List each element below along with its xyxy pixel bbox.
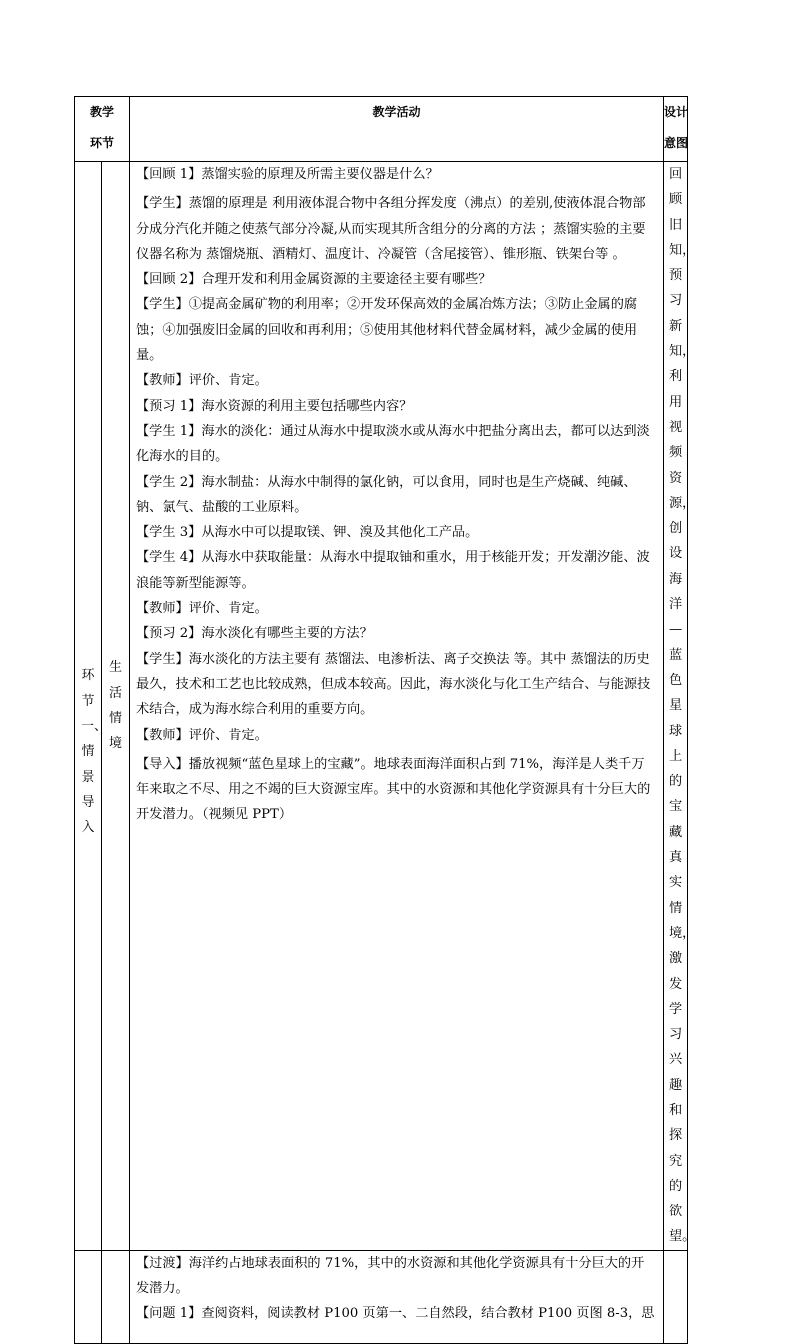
teacher-comment: 【教师】评价、肯定。 <box>136 373 268 389</box>
question-1-paragraph: 【问题 1】查阅资料，阅读教材 P100 页第一、二自然段，结合教材 P100 页图 8-3，思 <box>136 1306 655 1322</box>
sub-label-cell <box>102 1250 130 1343</box>
table-row-section-2 <box>75 1250 688 1343</box>
teacher-comment: 【教师】评价、肯定。 <box>136 601 268 617</box>
activity-content-cell <box>130 1250 664 1343</box>
transition-paragraph: 【过渡】海洋约占地球表面积的 71%，其中的水资源和其他化学资源具有十分巨大的开发潜力。 <box>136 1255 645 1297</box>
table-row-section-1 <box>75 162 688 1251</box>
lesson-plan-table <box>74 96 696 1344</box>
design-intent-text: 回顾旧知，预习新知，利用视频资源，创设海洋—蓝色星球上的宝藏真实情境，激发学习兴趣和探究的欲望。 <box>669 167 696 1245</box>
section-label-cell <box>75 1250 102 1343</box>
activity-content-cell <box>130 162 664 1251</box>
sub-label: 生活情境 <box>108 660 122 752</box>
design-intent-cell <box>664 1250 688 1343</box>
student-4-answer: 【学生 4】从海水中获取能量：从海水中提取铀和重水，用于核能开发；开发潮汐能、波浪能等新型能源等。 <box>136 550 650 591</box>
review-1-question: 【回顾 1】蒸馏实验的原理及所需主要仪器是什么？ <box>136 167 439 182</box>
intro-paragraph: 【导入】播放视频“蓝色星球上的宝藏”。地球表面海洋面积占到 71%，海洋是人类千万年来取之不尽、用之不竭的巨大资源宝库。其中的水资源和其他化学资源具有十分巨大的开发潜力。（视频见 PPT） <box>136 756 651 823</box>
student-1-answer: 【学生 1】海水的淡化：通过从海水中提取淡水或从海水中把盐分离出去，都可以达到淡化海水的目的。 <box>136 423 650 465</box>
preview-1-question: 【预习 1】海水资源的利用主要包括哪些内容？ <box>136 398 413 414</box>
sub-label-cell <box>102 162 130 1251</box>
header-intent <box>664 97 688 162</box>
section-label-cell <box>75 162 108 1251</box>
header-section-label: 教学环节 <box>89 105 114 150</box>
design-intent-cell <box>664 162 696 1251</box>
header-section <box>75 97 130 162</box>
review-2-question: 【回顾 2】合理开发和利用金属资源的主要途径主要有哪些？ <box>136 272 492 288</box>
student-3-answer: 【学生 3】从海水中可以提取镁、钾、溴及其他化工产品。 <box>136 525 479 541</box>
table-header-row <box>75 97 688 162</box>
review-2-answer: 【学生】①提高金属矿物的利用率；②开发环保高效的金属冶炼方法；③防止金属的腐蚀；④加强废旧金属的回收和再利用；⑤使用其他材料代替金属材料，减少金属的使用量。 <box>136 297 638 364</box>
preview-2-question: 【预习 2】海水淡化有哪些主要的方法？ <box>136 626 373 642</box>
header-activity: 教学活动 <box>130 97 664 162</box>
teacher-comment: 【教师】评价、肯定。 <box>136 727 268 743</box>
student-2-answer: 【学生 2】海水制盐：从海水中制得的氯化钠，可以食用，同时也是生产烧碱、纯碱、钠、氯气、盐酸的工业原料。 <box>136 474 637 515</box>
section-label: 环节一、情景导入 <box>81 668 108 836</box>
preview-2-answer: 【学生】海水淡化的方法主要有 蒸馏法、电渗析法、离子交换法 等。其中 蒸馏法的历史最久，技术和工艺也比较成熟，但成本较高。因此，海水淡化与化工生产结合、与能源技术结合，成为海水综合利用的重要方向。 <box>136 651 651 718</box>
header-intent-label: 设计意图 <box>664 105 689 150</box>
review-1-answer: 【学生】蒸馏的原理是 利用液体混合物中各组分挥发度（沸点）的差别,使液体混合物部分成分汽化并随之使蒸气部分冷凝,从而实现其所含组分的分离的方法 ；蒸馏实验的主要仪器名称为 蒸馏烧瓶、酒精灯、温度计、冷凝管（含尾接管）、锥形瓶、铁架台等 。 <box>136 196 646 262</box>
